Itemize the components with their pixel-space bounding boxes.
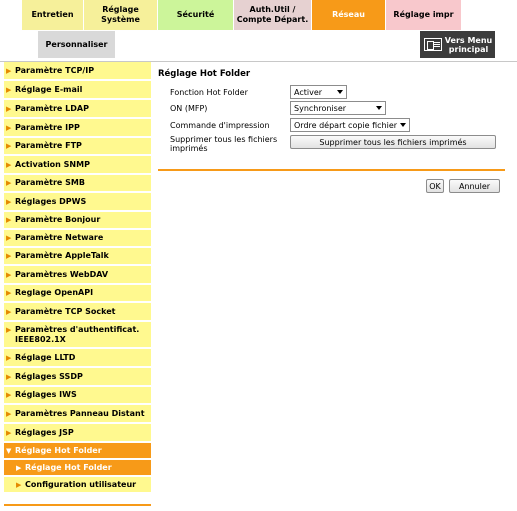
sidebar-item-lltd[interactable] xyxy=(4,349,151,368)
arrow-right-icon: ▶ xyxy=(6,85,12,94)
delete-all-files-button[interactable]: Supprimer tous les fichiers imprimés xyxy=(290,135,496,149)
sidebar-item-ldap[interactable] xyxy=(4,100,151,119)
sidebar-item-ssdp[interactable] xyxy=(4,368,151,387)
tab-personnaliser[interactable]: Personnaliser xyxy=(38,31,115,58)
sidebar-item-panneau-distant[interactable] xyxy=(4,405,151,424)
arrow-right-icon: ▶ xyxy=(6,372,12,381)
sidebar-item-smb[interactable] xyxy=(4,175,151,193)
chevron-down-icon xyxy=(376,106,382,110)
sidebar-item-label: Activation SNMP xyxy=(15,159,90,169)
on-mfp-row xyxy=(170,101,386,115)
menu-icon xyxy=(424,38,442,51)
sidebar-item-ipp[interactable] xyxy=(4,119,151,138)
on-mfp-value: Synchroniser xyxy=(294,103,347,113)
hot-folder-row xyxy=(170,85,347,99)
sidebar xyxy=(4,62,151,494)
delete-files-label: Supprimer tous les fichiers imprimés xyxy=(170,135,278,153)
arrow-right-icon: ▶ xyxy=(6,307,12,316)
print-command-row xyxy=(170,118,410,132)
content-divider xyxy=(158,169,505,171)
arrow-right-icon: ▶ xyxy=(6,391,12,399)
sidebar-divider xyxy=(4,504,151,506)
tab-reseau[interactable]: Réseau xyxy=(312,0,386,30)
sidebar-item-snmp[interactable] xyxy=(4,156,151,175)
ok-button[interactable]: OK xyxy=(426,179,444,193)
arrow-right-icon: ▶ xyxy=(6,216,12,224)
sidebar-item-ieee8021x[interactable] xyxy=(4,322,151,349)
arrow-right-icon: ▶ xyxy=(6,160,12,169)
sidebar-item-tcpip[interactable] xyxy=(4,62,151,81)
arrow-right-icon: ▶ xyxy=(6,179,12,187)
sidebar-item-label: Paramètre IPP xyxy=(15,122,80,132)
main-menu-button[interactable] xyxy=(420,31,495,58)
arrow-right-icon: ▶ xyxy=(6,104,12,113)
arrow-right-icon: ▶ xyxy=(16,463,22,472)
sidebar-item-label: Paramètre LDAP xyxy=(15,103,89,113)
arrow-right-icon: ▶ xyxy=(6,428,12,437)
sidebar-subitem-user-config[interactable] xyxy=(4,477,151,494)
sidebar-item-label: Reglage OpenAPI xyxy=(15,288,94,297)
sidebar-item-label: Réglage Hot Folder xyxy=(25,462,112,472)
print-command-select[interactable] xyxy=(290,118,410,132)
arrow-right-icon: ▶ xyxy=(6,326,12,334)
delete-files-row xyxy=(170,135,496,153)
sidebar-item-label: Réglages SSDP xyxy=(15,371,83,381)
print-command-value: Ordre départ copie fichier xyxy=(294,120,398,130)
sidebar-item-jsp[interactable] xyxy=(4,424,151,443)
cancel-button[interactable]: Annuler xyxy=(449,179,500,193)
arrow-right-icon: ▶ xyxy=(6,197,12,206)
tab-reglage-impr[interactable]: Réglage impr xyxy=(386,0,462,30)
arrow-right-icon: ▶ xyxy=(6,353,12,362)
sidebar-item-appletalk[interactable] xyxy=(4,248,151,266)
hot-folder-select[interactable] xyxy=(290,85,347,99)
sidebar-item-label: Paramètre TCP Socket xyxy=(15,306,116,316)
top-tab-bar xyxy=(22,0,462,30)
tab-entretien[interactable]: Entretien xyxy=(22,0,84,30)
sidebar-item-label: Paramètre SMB xyxy=(15,178,85,187)
arrow-right-icon: ▶ xyxy=(6,270,12,279)
sidebar-item-label: Paramètres WebDAV xyxy=(15,269,109,279)
sidebar-item-ftp[interactable] xyxy=(4,138,151,156)
tab-securite[interactable]: Sécurité xyxy=(158,0,234,30)
arrow-right-icon: ▶ xyxy=(6,234,12,242)
chevron-down-icon xyxy=(337,90,343,94)
hot-folder-value: Activer xyxy=(294,87,323,97)
sidebar-item-label: Configuration utilisateur xyxy=(25,479,137,489)
sidebar-item-bonjour[interactable] xyxy=(4,212,151,230)
arrow-right-icon: ▶ xyxy=(6,142,12,150)
arrow-down-icon: ▼ xyxy=(6,446,12,455)
tab-auth-util[interactable]: Auth.Util / Compte Départ. xyxy=(234,0,312,30)
sidebar-item-email[interactable] xyxy=(4,81,151,100)
on-mfp-select[interactable] xyxy=(290,101,386,115)
arrow-right-icon: ▶ xyxy=(16,480,22,489)
page-title: Réglage Hot Folder xyxy=(158,69,251,79)
sidebar-item-dpws[interactable] xyxy=(4,193,151,212)
sidebar-item-label: Réglage E-mail xyxy=(15,84,83,94)
arrow-right-icon: ▶ xyxy=(6,66,12,75)
sidebar-item-iws[interactable] xyxy=(4,387,151,405)
sidebar-item-label: Réglages IWS xyxy=(15,390,77,399)
arrow-right-icon: ▶ xyxy=(6,252,12,260)
sidebar-item-openapi[interactable] xyxy=(4,285,151,303)
sidebar-item-label: Paramètre Netware xyxy=(15,233,104,242)
sidebar-item-label: Paramètres Panneau Distant xyxy=(15,408,145,418)
sidebar-item-webdav[interactable] xyxy=(4,266,151,285)
sidebar-item-netware[interactable] xyxy=(4,230,151,248)
arrow-right-icon: ▶ xyxy=(6,409,12,418)
hot-folder-label: Fonction Hot Folder xyxy=(170,87,248,97)
sidebar-item-label: Réglage Hot Folder xyxy=(15,445,102,455)
print-command-label: Commande d'impression xyxy=(170,120,270,130)
chevron-down-icon xyxy=(400,123,406,127)
arrow-right-icon: ▶ xyxy=(6,123,12,132)
sidebar-item-label: Réglages JSP xyxy=(15,427,74,437)
arrow-right-icon: ▶ xyxy=(6,289,12,297)
sidebar-item-tcp-socket[interactable] xyxy=(4,303,151,322)
sidebar-item-label: Paramètre FTP xyxy=(15,141,82,150)
sidebar-subitem-hot-folder[interactable] xyxy=(4,460,151,477)
on-mfp-label: ON (MFP) xyxy=(170,103,208,113)
sidebar-item-hot-folder[interactable] xyxy=(4,443,151,460)
main-menu-label: Vers Menu principal xyxy=(444,35,493,54)
sidebar-item-label: Paramètre AppleTalk xyxy=(15,251,109,260)
sidebar-item-label: Paramètres d'authentificat. IEEE802.1X xyxy=(15,325,140,344)
sidebar-item-label: Réglages DPWS xyxy=(15,196,87,206)
sidebar-item-label: Réglage LLTD xyxy=(15,352,76,362)
settings-panel xyxy=(158,69,505,179)
tab-reglage-systeme[interactable]: Réglage Système xyxy=(84,0,158,30)
sidebar-item-label: Paramètre Bonjour xyxy=(15,215,101,224)
sidebar-item-label: Paramètre TCP/IP xyxy=(15,65,95,75)
